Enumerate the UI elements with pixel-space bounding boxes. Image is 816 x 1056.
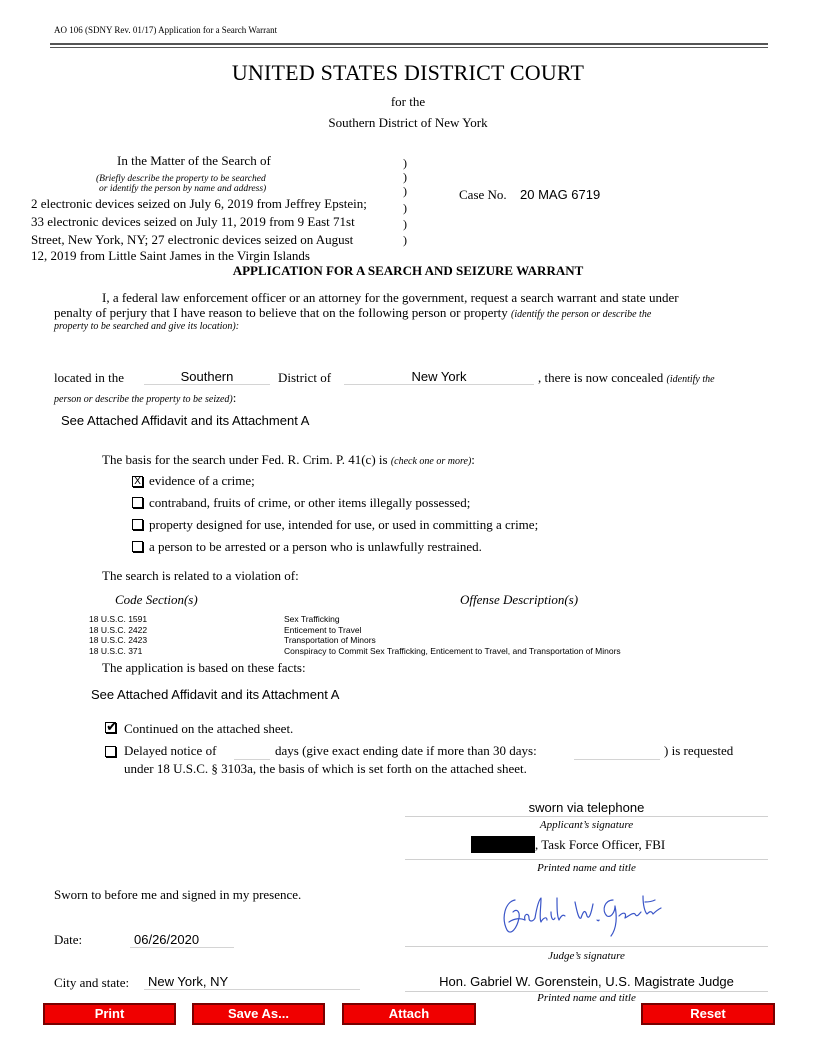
code-section-header: Code Section(s) (115, 592, 198, 607)
property-instructions (54, 390, 236, 406)
basis-label-text: The basis for the search under Fed. R. Crim. P. 41(c) is (102, 452, 388, 467)
offense-description-cell: Transportation of Minors (284, 635, 376, 645)
sworn-statement: Sworn to before me and signed in my presence. (54, 887, 302, 902)
form-id: AO 106 (SDNY Rev. 01/17) Application for a Search Warrant (54, 25, 278, 35)
basis-option-label: evidence of a crime; (149, 473, 255, 488)
delayed-notice-checkbox[interactable] (105, 746, 116, 757)
applicant-name-caption: Printed name and title (537, 862, 636, 874)
save-as-button[interactable]: Save As... (192, 1003, 325, 1025)
case-label: Case No. (459, 187, 507, 202)
basis-checkbox-evidence[interactable]: X (132, 476, 143, 487)
basis-label-italic: (check one or more) (390, 456, 472, 467)
caption-paren: ) (403, 184, 407, 198)
basis-option-label: property designed for use, intended for use, or used in committing a crime; (149, 517, 539, 532)
code-section-cell: 18 U.S.C. 2422 (89, 624, 148, 635)
intro-line-2 (54, 305, 651, 321)
state-field[interactable]: New York (344, 369, 534, 385)
concealed-italic: (identify the (666, 374, 715, 385)
judge-signature-line (405, 946, 768, 947)
applicant-name-suffix: , Task Force Officer, FBI (535, 837, 666, 852)
located-in-label: located in the (54, 370, 125, 385)
delayed-label-3: ) is requested (664, 743, 734, 758)
judge-signature-caption: Judge’s signature (548, 950, 625, 962)
caption-paren: ) (403, 233, 407, 247)
matter-instructions-1: (Briefly describe the property to be searched (96, 174, 266, 184)
offense-description-header: Offense Description(s) (460, 592, 579, 607)
basis-option-label: contraband, fruits of crime, or other items illegally possessed; (149, 495, 471, 510)
court-name: UNITED STATES DISTRICT COURT (231, 60, 585, 85)
basis-checkbox-person[interactable] (132, 541, 143, 552)
applicant-name-line (405, 859, 768, 860)
delayed-days-field[interactable] (234, 744, 270, 760)
matter-line: 33 electronic devices seized on July 11, 2019 from 9 East 71st (31, 214, 355, 229)
header-rule (50, 43, 768, 45)
property-instructions-text: person or describe the property to be seized) (54, 394, 233, 405)
judge-name-caption: Printed name and title (537, 992, 636, 1004)
reset-button[interactable]: Reset (641, 1003, 775, 1025)
basis-label (102, 452, 475, 468)
property-field[interactable]: See Attached Affidavit and its Attachment A (61, 413, 310, 428)
applicant-signature-field[interactable]: sworn via telephone (528, 800, 645, 815)
matter-instructions-2: or identify the person by name and address) (99, 184, 267, 194)
intro-line-2-text: penalty of perjury that I have reason to believe that on the following person or property (54, 305, 508, 320)
caption-paren: ) (403, 217, 407, 231)
intro-line-2-italic: (identify the person or describe the (511, 309, 652, 320)
header-rule-2 (50, 47, 768, 48)
caption-paren: ) (403, 156, 407, 170)
application-title: APPLICATION FOR A SEARCH AND SEIZURE WARRANT (232, 263, 584, 278)
matter-heading: In the Matter of the Search of (117, 153, 271, 168)
judge-name-field[interactable]: Hon. Gabriel W. Gorenstein, U.S. Magistrate Judge (439, 974, 734, 989)
matter-line: 12, 2019 from Little Saint James in the Virgin Islands (31, 248, 310, 263)
code-section-cell: 18 U.S.C. 371 (89, 645, 143, 656)
code-section-cell: 18 U.S.C. 1591 (89, 614, 148, 624)
basis-checkbox-property[interactable] (132, 519, 143, 530)
applicant-signature-caption: Applicant’s signature (539, 819, 634, 831)
property-instructions-colon: : (232, 390, 237, 405)
intro-line-1: I, a federal law enforcement officer or an attorney for the government, request a search warrant and state under (102, 290, 679, 305)
court-for: for the (390, 94, 426, 109)
offense-description-cell: Enticement to Travel (284, 624, 362, 635)
offense-description-cell: Sex Trafficking (284, 614, 340, 624)
city-state-field[interactable]: New York, NY (144, 974, 360, 990)
intro-line-3: property to be searched and give its location): (54, 321, 240, 332)
delayed-label-2: days (give exact ending date if more than 30 days: (275, 743, 537, 758)
judge-handwritten-signature (495, 888, 675, 944)
svg-text:Gabriel W. Gorenstein: Gabriel W. Gorenstein (495, 888, 504, 889)
delayed-label: Delayed notice of (124, 743, 217, 758)
district-field[interactable]: Southern (144, 369, 270, 385)
date-label: Date: (54, 932, 83, 947)
basis-option-label: a person to be arrested or a person who is unlawfully restrained. (149, 539, 482, 554)
basis-checkbox-contraband[interactable] (132, 497, 143, 508)
print-button[interactable]: Print (43, 1003, 176, 1025)
concealed-label (538, 370, 715, 386)
redacted-name-block (471, 836, 535, 853)
attach-button[interactable]: Attach (342, 1003, 476, 1025)
district-of-label: District of (278, 370, 332, 385)
violation-label: The search is related to a violation of: (102, 568, 299, 583)
delayed-line-2: under 18 U.S.C. § 3103a, the basis of which is set forth on the attached sheet. (124, 761, 527, 776)
code-section-cell: 18 U.S.C. 2423 (89, 635, 148, 645)
caption-paren: ) (403, 170, 407, 184)
court-district: Southern District of New York (328, 115, 488, 130)
case-number-field[interactable]: 20 MAG 6719 (520, 187, 601, 202)
continued-label: Continued on the attached sheet. (124, 721, 294, 736)
delayed-date-field[interactable] (574, 744, 660, 760)
caption-paren: ) (403, 201, 407, 215)
matter-line: 2 electronic devices seized on July 6, 2019 from Jeffrey Epstein; (31, 196, 367, 211)
facts-label: The application is based on these facts: (102, 660, 306, 675)
concealed-text: , there is now concealed (538, 370, 664, 385)
continued-checkbox[interactable]: ✔ (106, 719, 118, 735)
basis-label-colon: : (471, 452, 475, 467)
date-field[interactable]: 06/26/2020 (130, 932, 234, 948)
city-state-label: City and state: (54, 975, 130, 990)
offense-description-cell: Conspiracy to Commit Sex Trafficking, Enticement to Travel, and Transportation of Minors (284, 645, 621, 656)
facts-field[interactable]: See Attached Affidavit and its Attachment A (91, 687, 340, 702)
applicant-signature-line (405, 816, 768, 817)
matter-line: Street, New York, NY; 27 electronic devices seized on August (31, 232, 354, 247)
